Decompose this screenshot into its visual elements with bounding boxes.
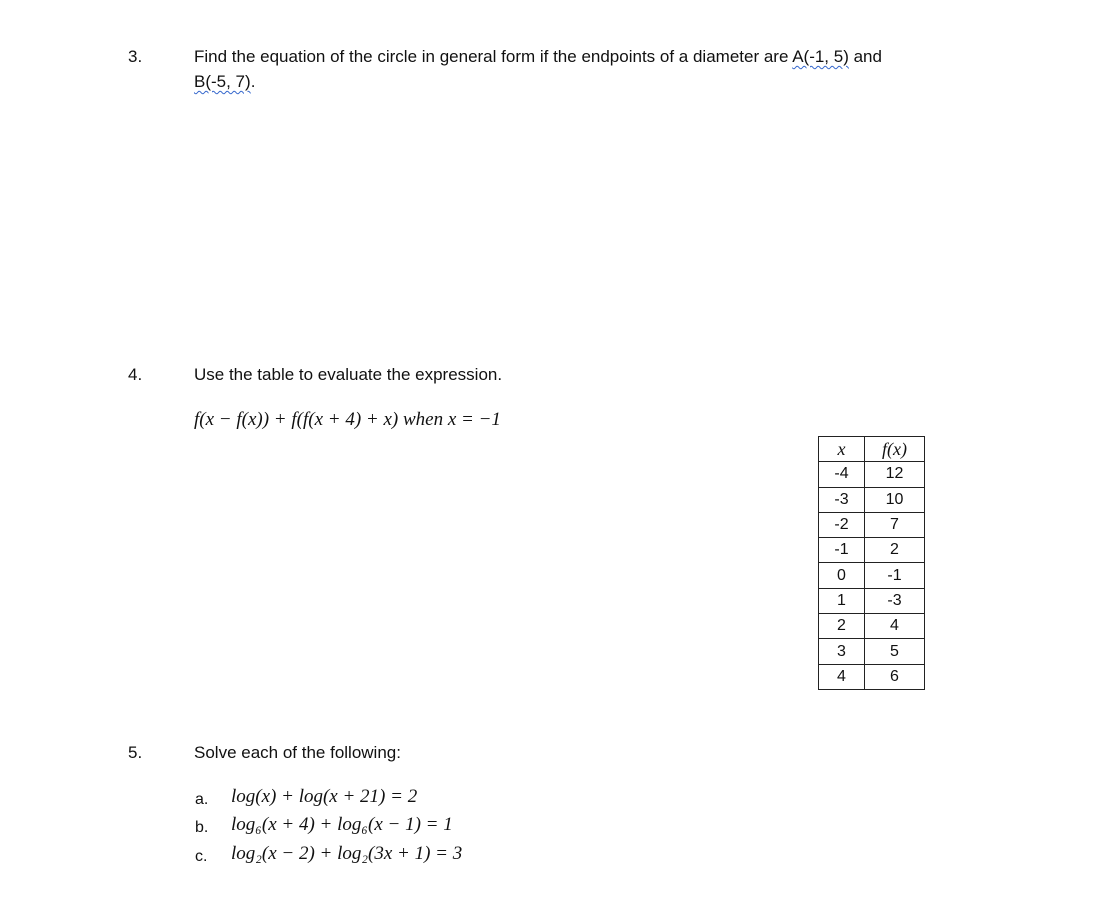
part-b-equation: log₆(x + 4) + log₆(x − 1) = 1	[231, 814, 453, 835]
table-row	[819, 512, 925, 537]
table-row	[819, 538, 925, 563]
table-row	[819, 563, 925, 588]
table-header-row	[819, 437, 925, 462]
question-3-text-and: and	[848, 47, 882, 66]
question-4-expression: f(x − f(x)) + f(f(x + 4) + x) when x = −1	[194, 409, 501, 430]
table-cell-fx: -3	[865, 588, 925, 613]
table-header-x: x	[819, 437, 865, 462]
table-cell-fx: 4	[865, 614, 925, 639]
table-cell-x: 4	[819, 664, 865, 689]
table-cell-fx: 10	[865, 487, 925, 512]
table-cell-x: -3	[819, 487, 865, 512]
table-row	[819, 614, 925, 639]
question-3-number: 3.	[128, 47, 143, 66]
part-c-equation: log₂(x − 2) + log₂(3x + 1) = 3	[231, 843, 463, 864]
part-c-label: c.	[195, 848, 208, 865]
function-table	[818, 436, 925, 690]
question-5-text: Solve each of the following:	[194, 743, 401, 762]
part-b-label: b.	[195, 819, 209, 836]
point-a: A(-1, 5)	[792, 47, 849, 66]
table-cell-x: 3	[819, 639, 865, 664]
question-4-number: 4.	[128, 365, 143, 384]
table-cell-fx: 12	[865, 462, 925, 487]
table-cell-fx: 6	[865, 664, 925, 689]
table-cell-fx: 2	[865, 538, 925, 563]
part-a-label: a.	[195, 791, 209, 808]
table-row	[819, 487, 925, 512]
question-3-text-start: Find the equation of the circle in general form if the endpoints of a diameter are	[194, 47, 793, 66]
part-a-equation: log(x) + log(x + 21) = 2	[231, 786, 418, 807]
question-5-number: 5.	[128, 743, 143, 762]
table-row	[819, 588, 925, 613]
question-4-text: Use the table to evaluate the expression.	[194, 365, 503, 384]
question-3-text-end: .	[250, 72, 256, 91]
table-row	[819, 664, 925, 689]
table-cell-fx: 5	[865, 639, 925, 664]
table-row	[819, 462, 925, 487]
table-header-fx: f(x)	[865, 437, 925, 462]
table-cell-x: 1	[819, 588, 865, 613]
table-cell-fx: -1	[865, 563, 925, 588]
table-row	[819, 639, 925, 664]
table-cell-fx: 7	[865, 512, 925, 537]
table-cell-x: 2	[819, 614, 865, 639]
table-cell-x: -2	[819, 512, 865, 537]
table-cell-x: -4	[819, 462, 865, 487]
table-cell-x: 0	[819, 563, 865, 588]
point-b: B(-5, 7)	[194, 72, 251, 91]
question-3-text	[194, 44, 974, 94]
table-cell-x: -1	[819, 538, 865, 563]
